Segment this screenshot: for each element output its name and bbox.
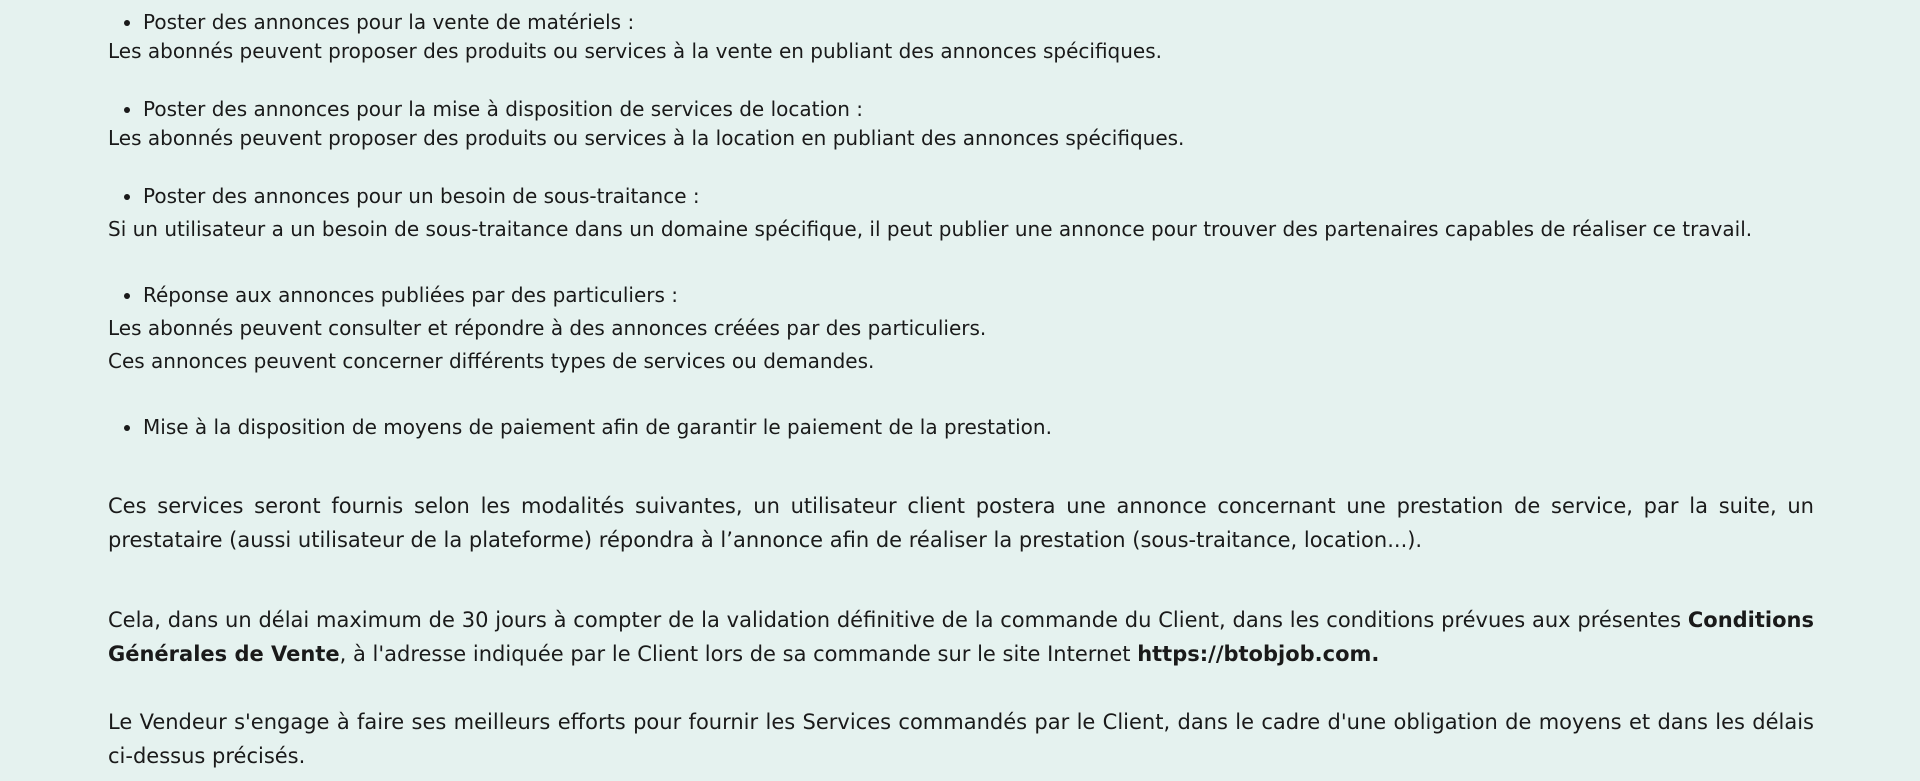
- service-item-title: Poster des annonces pour un besoin de sous-traitance :: [143, 184, 700, 208]
- service-item-description: Les abonnés peuvent consulter et répondre à des annonces créées par des particuliers.: [108, 316, 987, 340]
- service-item-description: Ces annonces peuvent concerner différents types de services ou demandes.: [108, 349, 875, 373]
- service-item-description: Les abonnés peuvent proposer des produits ou services à la location en publiant des annonces spécifiques.: [108, 126, 1185, 150]
- paragraph-delai-text: Cela, dans un délai maximum de 30 jours à compter de la validation définitive de la commande du Client, dans les conditions prévues aux présentes: [108, 608, 1688, 632]
- service-item-title: Mise à la disposition de moyens de paiement afin de garantir le paiement de la prestation.: [143, 415, 1052, 439]
- paragraph-modalites: Ces services seront fournis selon les modalités suivantes, un utilisateur client postera une annonce concernant une prestation de service, par la suite, un prestataire (aussi utilisateur de la plateforme) répondra à l’annonce afin de réaliser la prestation (sous-traitance, location...).: [108, 494, 1814, 552]
- service-item-title: Réponse aux annonces publiées par des particuliers :: [143, 283, 678, 307]
- paragraph-delai-text: , à l'adresse indiquée par le Client lors de sa commande sur le site Internet: [339, 642, 1138, 666]
- service-item-title: Poster des annonces pour la mise à disposition de services de location :: [143, 97, 864, 121]
- cgv-title-emphasis: Conditions Générales de Vente: [108, 608, 1814, 666]
- paragraph-delai: [108, 603, 1814, 671]
- service-item-title: Poster des annonces pour la vente de matériels :: [143, 10, 635, 34]
- website-url: https://btobjob.com.: [1137, 642, 1380, 666]
- service-item-description: Si un utilisateur a un besoin de sous-traitance dans un domaine spécifique, il peut publier une annonce pour trouver des partenaires capables de réaliser ce travail.: [108, 217, 1753, 241]
- service-item-description: Les abonnés peuvent proposer des produits ou services à la vente en publiant des annonces spécifiques.: [108, 39, 1163, 63]
- paragraph-engagement: Le Vendeur s'engage à faire ses meilleurs efforts pour fournir les Services commandés par le Client, dans le cadre d'une obligation de moyens et dans les délais ci-dessus précisés.: [108, 710, 1814, 768]
